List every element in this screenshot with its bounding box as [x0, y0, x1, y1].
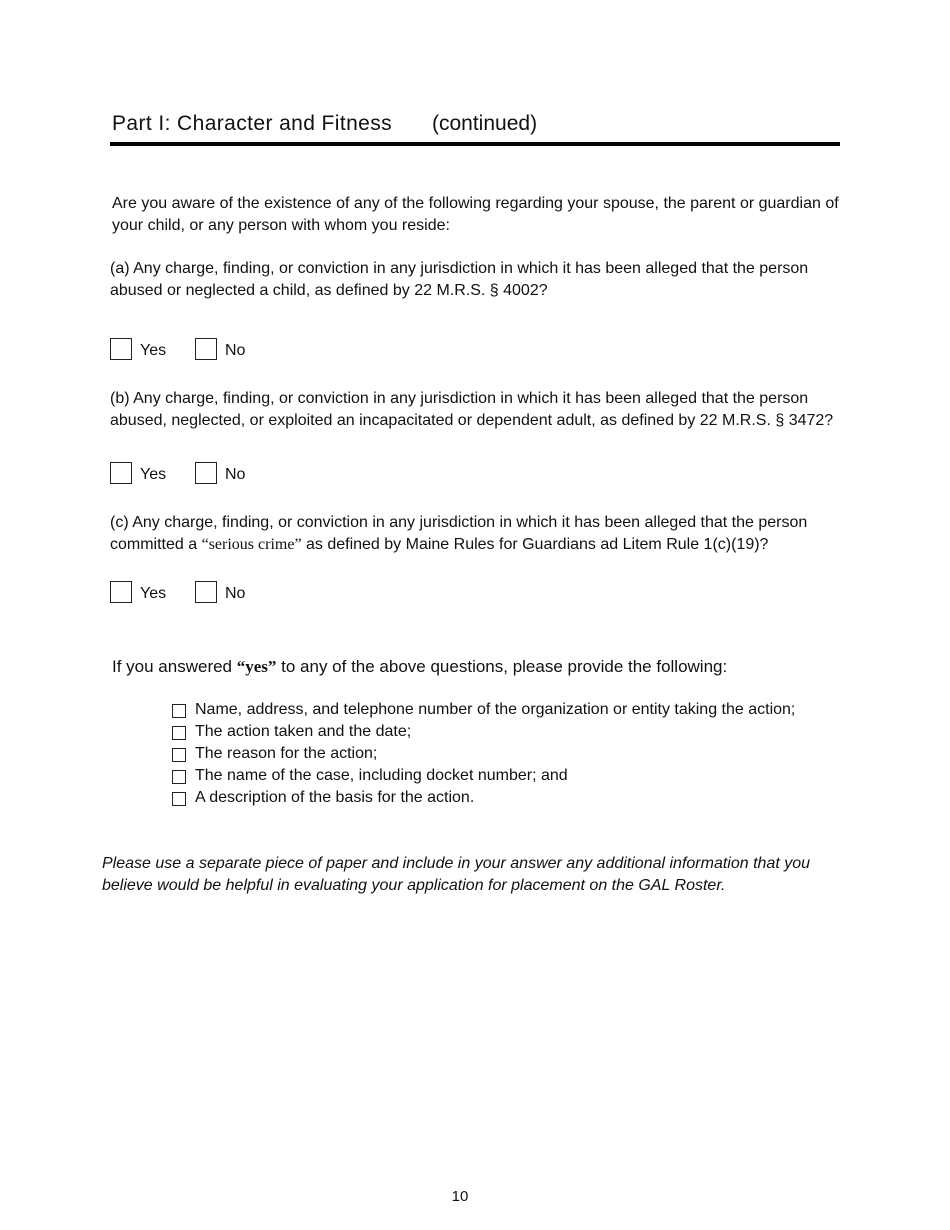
- checklist-checkbox[interactable]: [172, 726, 186, 740]
- section-continued-label: (continued): [432, 112, 538, 135]
- question-a-answer: [110, 338, 310, 362]
- question-a-no-checkbox[interactable]: [195, 338, 217, 360]
- required-info-checklist: [172, 699, 872, 809]
- question-c-answer: [110, 581, 310, 605]
- question-a-yes-checkbox[interactable]: [110, 338, 132, 360]
- checklist-item: [172, 787, 872, 809]
- question-c-yes-checkbox[interactable]: [110, 581, 132, 603]
- checklist-item: [172, 699, 872, 721]
- checklist-item-text: A description of the basis for the action.: [195, 789, 475, 806]
- checklist-item-text: The action taken and the date;: [195, 723, 412, 740]
- question-b-no-checkbox[interactable]: [195, 462, 217, 484]
- question-a-yes-label: Yes: [140, 342, 167, 359]
- question-c-no-label: No: [225, 585, 246, 602]
- checklist-item-text: The reason for the action;: [195, 745, 378, 762]
- checklist-item: [172, 743, 872, 765]
- note-line-2: believe would be helpful in evaluating your application for placement on the GAL Roster.: [102, 877, 726, 894]
- checklist-item-text: Name, address, and telephone number of the organization or entity taking the action;: [195, 701, 796, 718]
- question-a-no-label: No: [225, 342, 246, 359]
- question-c-line-2: [110, 534, 890, 556]
- followup-end: to any of the above questions, please provide the following:: [276, 657, 728, 676]
- question-a-line-2: abused or neglected a child, as defined by 22 M.R.S. § 4002?: [110, 282, 548, 299]
- question-c-line-2-end: as defined by Maine Rules for Guardians ad Litem Rule 1(c)(19)?: [301, 536, 769, 553]
- question-b-line-2: abused, neglected, or exploited an incapacitated or dependent adult, as defined by 22 M.R.S. § 3472?: [110, 412, 834, 429]
- question-b-answer: [110, 462, 310, 486]
- checklist-checkbox[interactable]: [172, 792, 186, 806]
- checklist-checkbox[interactable]: [172, 704, 186, 718]
- question-a: [110, 258, 890, 302]
- question-c-yes-label: Yes: [140, 585, 167, 602]
- question-c-line-2-start: committed a: [110, 536, 202, 553]
- checklist-checkbox[interactable]: [172, 748, 186, 762]
- question-b-yes-label: Yes: [140, 466, 167, 483]
- note-line-1: Please use a separate piece of paper and include in your answer any additional information that you: [102, 855, 811, 872]
- serious-crime-term: “serious crime”: [201, 536, 302, 553]
- question-b-no-label: No: [225, 466, 246, 483]
- section-title: Part I: Character and Fitness: [112, 112, 393, 135]
- checklist-item-text: The name of the case, including docket number; and: [195, 767, 568, 784]
- question-a-line-1: (a) Any charge, finding, or conviction in any jurisdiction in which it has been alleged that the person: [110, 260, 809, 277]
- question-c-no-checkbox[interactable]: [195, 581, 217, 603]
- section-header: [110, 112, 840, 146]
- checklist-checkbox[interactable]: [172, 770, 186, 784]
- followup-start: If you answered: [112, 657, 237, 676]
- additional-info-note: [102, 853, 872, 897]
- question-c-line-1: (c) Any charge, finding, or conviction in any jurisdiction in which it has been alleged that the person: [110, 514, 808, 531]
- intro-question: Are you aware of the existence of any of the following regarding your spouse, the parent or guardian of your child, or any person with whom you reside:: [112, 195, 839, 234]
- checklist-item: [172, 721, 872, 743]
- question-b-yes-checkbox[interactable]: [110, 462, 132, 484]
- followup-yes-emphasis: “yes”: [236, 657, 277, 676]
- question-b-line-1: (b) Any charge, finding, or conviction in any jurisdiction in which it has been alleged that the person: [110, 390, 809, 407]
- page-number: 10: [451, 1188, 469, 1205]
- question-c: [110, 512, 890, 556]
- question-b: [110, 388, 890, 432]
- followup-instruction: [112, 655, 727, 679]
- checklist-item: [172, 765, 872, 787]
